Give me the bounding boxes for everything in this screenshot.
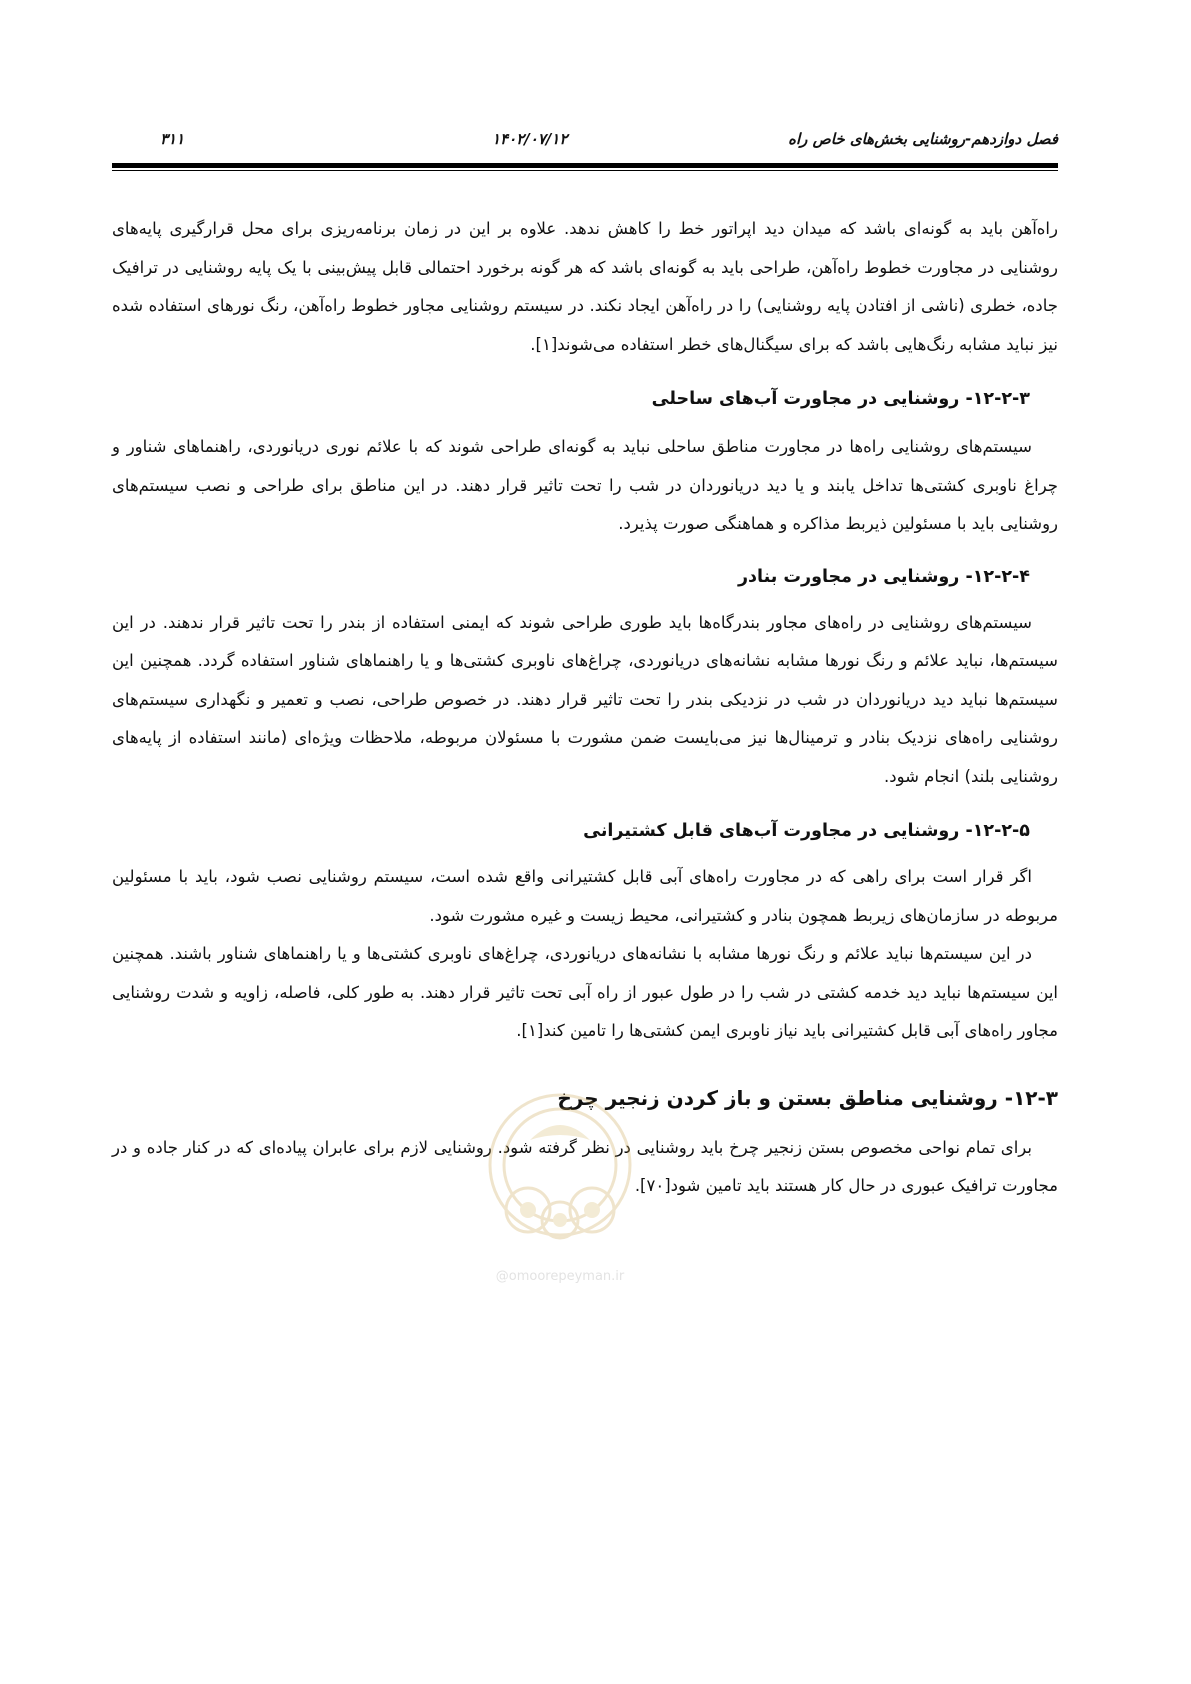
header-rule-thick	[112, 163, 1058, 168]
page-content	[112, 210, 1058, 1206]
chapter-title: فصل دوازدهم-روشنایی بخش‌های خاص راه	[788, 130, 1058, 148]
paragraph-railway: راه‌آهن باید به گونه‌ای باشد که میدان دید اپراتور خط را کاهش ندهد. علاوه بر این در زمان برنامه‌ریزی برای محل قرارگیری پایه‌های روشنایی در مجاورت خطوط راه‌آهن، طراحی باید به گونه‌ای باشد که هر گونه برخورد احتمالی قابل پیش‌بینی با یک پایه روشنایی در ترافیک جاده، خطری (ناشی از افتادن پایه روشنایی) را در راه‌آهن ایجاد نکند. در سیستم روشنایی مجاور خطوط راه‌آهن، رنگ نورهای استفاده شده نیز نباید مشابه رنگ‌هایی باشد که برای سیگنال‌های خطر استفاده می‌شوند[۱].	[112, 219, 1058, 354]
page-header	[112, 130, 1058, 152]
heading-navigable-waters: ۱۲-۲-۵- روشنایی در مجاورت آب‌های قابل کشتیرانی	[583, 821, 1030, 841]
paragraph-navigable-2: در این سیستم‌ها نباید علائم و رنگ نورها مشابه با نشانه‌های دریانوردی، چراغ‌های ناوبری کشتی‌ها و یا راهنماهای شناور باشند. همچنین این سیستم‌ها نباید دید خدمه کشتی در شب را در طول عبور از راه آبی تحت تاثیر قرار دهند. به طور کلی، فاصله، زاویه و شدت روشنایی مجاور راه‌های آبی قابل کشتیرانی باید نیاز ناوبری ایمن کشتی‌ها را تامین کند[۱].	[112, 944, 1058, 1040]
watermark-text: @omoorepeyman.ir	[495, 1269, 625, 1284]
paragraph-chain-areas: برای تمام نواحی مخصوص بستن زنجیر چرخ باید روشنایی در نظر گرفته شود. روشنایی لازم برای عابران پیاده‌ای که در کنار جاده و در مجاورت ترافیک عبوری در حال کار هستند باید تامین شود[۷۰].	[112, 1137, 1058, 1195]
paragraph-ports: سیستم‌های روشنایی در راه‌های مجاور بندرگاه‌ها باید طوری طراحی شوند که ایمنی استفاده از بندر را تحت تاثیر قرار ندهند. در این سیستم‌ها، نباید علائم و رنگ نورها مشابه نشانه‌های دریانوردی، چراغ‌های ناوبری کشتی‌ها و یا راهنماهای شناور استفاده گردد. همچنین این سیستم‌ها نباید دید دریانوردان در شب در نزدیکی بندر را تحت تاثیر قرار دهند. در خصوص طراحی، نصب و تعمیر و نگهداری سیستم‌های روشنایی راه‌های نزدیک بنادر و ترمینال‌ها نیز می‌بایست ضمن مشورت با مسئولان مربوطه، ملاحظات ویژه‌ای (مانند استفاده از پایه‌های روشنایی بلند) انجام شود.	[112, 612, 1058, 786]
paragraph-navigable-1: اگر قرار است برای راهی که در مجاورت راه‌های آبی قابل کشتیرانی واقع شده است، سیستم روشنایی نصب شود، باید با مسئولین مربوطه در سازمان‌های زیربط همچون بنادر و کشتیرانی، محیط زیست و غیره مشورت شود.	[112, 867, 1058, 925]
heading-chain-areas: ۱۲-۳- روشنایی مناطق بستن و باز کردن زنجیر چرخ	[557, 1085, 1058, 1110]
page-number: ۳۱۱	[160, 130, 185, 148]
heading-ports: ۱۲-۲-۴- روشنایی در مجاورت بنادر	[737, 566, 1030, 587]
header-date: ۱۴۰۲/۰۷/۱۲	[492, 130, 568, 148]
paragraph-coastal: سیستم‌های روشنایی راه‌ها در مجاورت مناطق ساحلی نباید به گونه‌ای طراحی شوند که با علائم نوری دریانوردی، راهنماهای شناور و چراغ ناوبری کشتی‌ها تداخل یابند و یا دید دریانوردان در شب را تحت تاثیر قرار دهند. در این مناطق برای طراحی و نصب سیستم‌های روشنایی باید با مسئولین ذیربط مذاکره و هماهنگی صورت پذیرد.	[112, 437, 1058, 533]
header-rule-thin	[112, 170, 1058, 171]
heading-coastal-waters: ۱۲-۲-۳- روشنایی در مجاورت آب‌های ساحلی	[651, 389, 1030, 409]
